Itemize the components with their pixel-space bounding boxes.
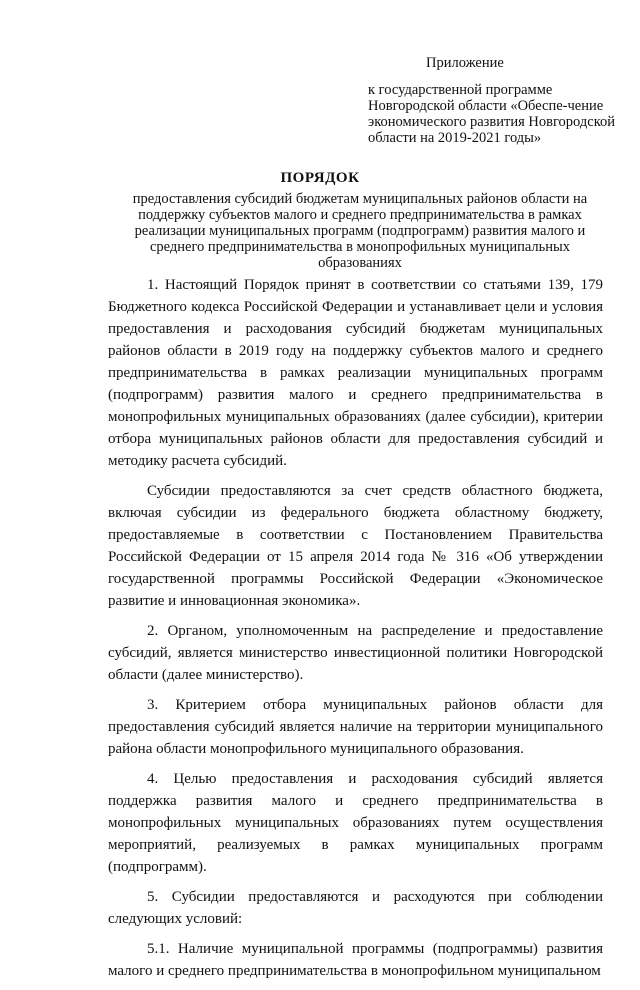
paragraph: 5.1. Наличие муниципальной программы (подпрограммы) развития малого и среднего предпринимательства в монопрофильном муниципальном	[108, 941, 603, 979]
paragraph: Субсидии предоставляются за счет средств областного бюджета, включая субсидии из федерального бюджета областному бюджету, предоставляемые в соответствии с Постановлением Правительства Российской Федерации от 15 апреля 2014 года № 316 «Об утверждении государственной программы Российской Федерации «Экономическое развитие и инновационная экономика».	[108, 483, 603, 609]
appendix-heading: Приложение	[426, 55, 504, 71]
paragraph: 1. Настоящий Порядок принят в соответствии со статьями 139, 179 Бюджетного кодекса Российской Федерации и устанавливает цели и условия предоставления и расходования субсидий бюджетам муниципальных районов области в 2019 году на поддержку субъектов малого и среднего предпринимательства в рамках реализации муниципальных программ (подпрограмм) развития малого и среднего предпринимательства в монопрофильных муниципальных образованиях (далее субсидии), критерии отбора муниципальных районов области для предоставления субсидий и методику расчета субсидий.	[108, 277, 603, 469]
document-body	[108, 274, 603, 990]
document-title: ПОРЯДОК	[280, 170, 360, 186]
appendix-block	[368, 55, 618, 146]
paragraph: 3. Критерием отбора муниципальных районов области для предоставления субсидий является наличие на территории муниципального района области монопрофильного муниципального образования.	[108, 697, 603, 757]
document-subtitle: предоставления субсидий бюджетам муниципальных районов области на поддержку субъектов малого и среднего предпринимательства в рамках реализации муниципальных программ (подпрограмм) развития малого и среднего предпринимательства в монопрофильных муниципальных образованиях	[132, 191, 588, 271]
paragraph: 5. Субсидии предоставляются и расходуются при соблюдении следующих условий:	[108, 889, 603, 927]
paragraph: 4. Целью предоставления и расходования субсидий является поддержка развития малого и среднего предпринимательства в монопрофильных муниципальных образованиях путем осуществления мероприятий, реализуемых в рамках муниципальных программ (подпрограмм).	[108, 771, 603, 875]
paragraph: 2. Органом, уполномоченным на распределение и предоставление субсидий, является министерство инвестиционной политики Новгородской области (далее министерство).	[108, 623, 603, 683]
appendix-text: к государственной программе Новгородской области «Обеспе-чение экономического развития Новгородской области на 2019-2021 годы»	[368, 82, 616, 146]
